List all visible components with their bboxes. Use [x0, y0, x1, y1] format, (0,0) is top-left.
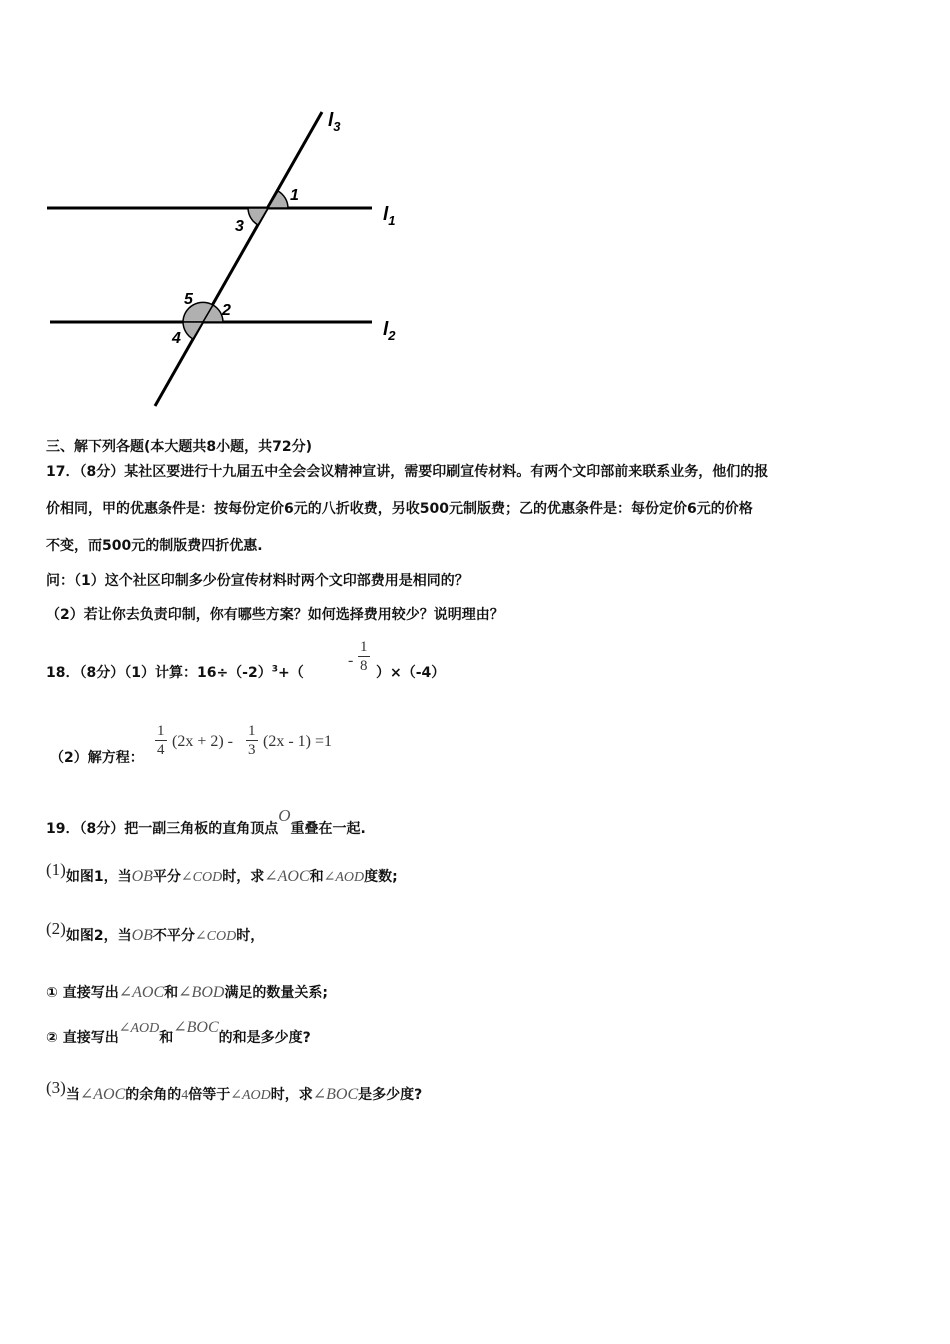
- q17-line-2: 价相同，甲的优惠条件是：按每份定价6元的八折收费，另收500元制版费；乙的优惠条件是：每份定价6元的价格: [46, 501, 753, 517]
- q18-minus-sign: -: [348, 652, 354, 669]
- q19-sub-1: ① 直接写出∠AOC和∠BOD满足的数量关系;: [46, 984, 329, 1001]
- q18-fraction-one-eighth: $\frac{1}{8}$: [360, 639, 368, 674]
- label-angle-5: 5: [184, 291, 193, 308]
- q19-part-3: (3)当∠AOC的余角的4倍等于∠AOD时，求∠BOC是多少度?: [46, 1078, 423, 1103]
- label-angle-4: 4: [172, 330, 181, 347]
- label-angle-3: 3: [235, 218, 244, 235]
- q19-intro: 19．（8分）把一副三角板的直角顶点O重叠在一起.: [46, 806, 366, 837]
- q17-question-1: 问：（1）这个社区印制多少份宣传材料时两个文印部费用是相同的？: [46, 573, 469, 589]
- q18-part1: 18．（8分）（1）计算：$16\div(-2)^3+$（: [46, 664, 304, 681]
- q18-part1-suffix: ）×（-4）: [376, 665, 446, 681]
- label-l3: $l_3$: [328, 110, 341, 134]
- q18-expression-2: (2x - 1) =1: [263, 733, 333, 750]
- q18-fraction-third: $\frac{1}{3}$: [248, 723, 256, 758]
- section-heading: 三、解下列各题(本大题共8小题，共72分): [46, 439, 313, 455]
- label-angle-1: 1: [290, 187, 299, 204]
- angle-4-arc: [183, 322, 203, 339]
- q17-line-3: 不变，而500元的制版费四折优惠.: [46, 538, 263, 554]
- label-l1: $l_1$: [383, 204, 396, 228]
- label-l2: $l_2$: [383, 319, 396, 343]
- q17-question-2: （2）若让你去负责印制，你有哪些方案？如何选择费用较少？说明理由？: [46, 607, 504, 623]
- q19-part-1: (1)如图1，当OB平分∠COD时，求∠AOC和∠AOD度数;: [46, 860, 398, 885]
- parallel-lines-figure: [0, 0, 450, 420]
- angle-3-arc: [248, 208, 268, 225]
- label-angle-2: 2: [222, 302, 231, 319]
- q19-sub-2: ② 直接写出∠AOD和∠BOC的和是多少度?: [46, 1019, 311, 1046]
- line-l3: [155, 112, 322, 406]
- q19-part-2: (2)如图2，当OB不平分∠COD时，: [46, 919, 265, 944]
- q18-part2-label: （2）解方程：: [50, 750, 144, 766]
- q17-line-1: 17．（8分）某社区要进行十九届五中全会会议精神宣讲，需要印刷宣传材料。有两个文印部前来联系业务，他们的报: [46, 464, 769, 480]
- q18-expression-1: (2x + 2) -: [172, 733, 234, 750]
- q18-fraction-quarter: $\frac{1}{4}$: [157, 723, 165, 758]
